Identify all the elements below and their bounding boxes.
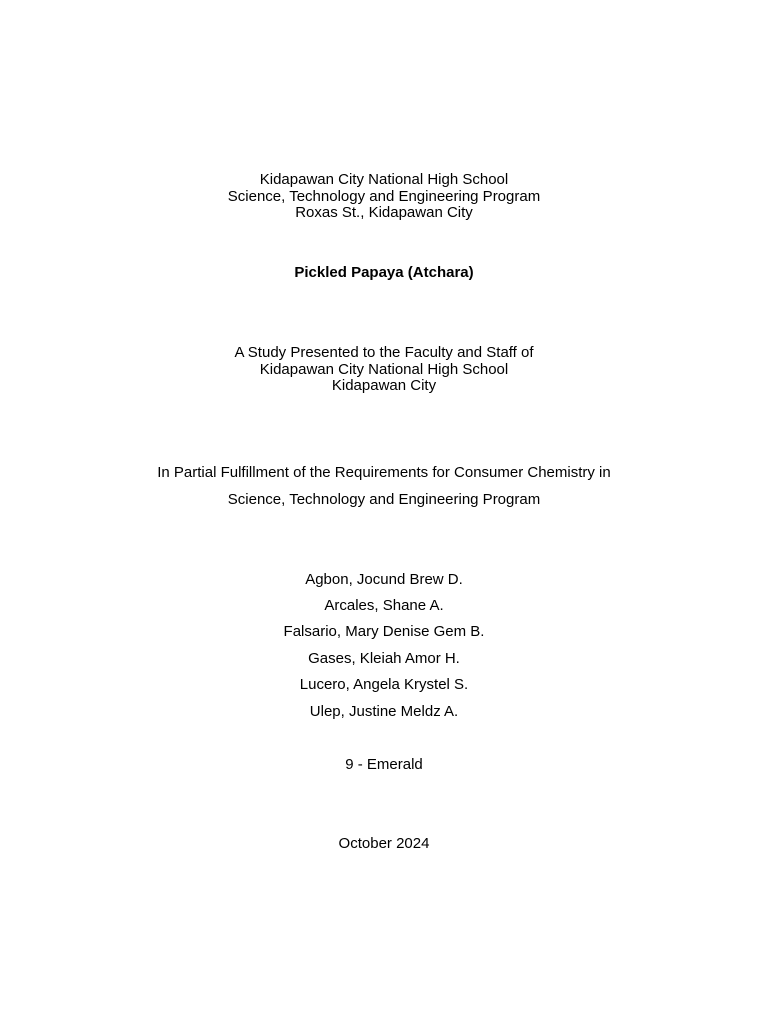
program-name: Science, Technology and Engineering Program — [227, 188, 541, 205]
author-name: Arcales, Shane A. — [324, 597, 444, 614]
school-name: Kidapawan City National High School — [259, 171, 509, 188]
document-date: October 2024 — [338, 835, 430, 852]
fulfillment-line-2: Science, Technology and Engineering Program — [227, 491, 541, 508]
author-name: Ulep, Justine Meldz A. — [309, 703, 459, 720]
section-name: 9 - Emerald — [345, 756, 423, 773]
presentation-line-1: A Study Presented to the Faculty and Staff of — [234, 344, 534, 361]
author-name: Gases, Kleiah Amor H. — [308, 650, 460, 667]
fulfillment-line-1: In Partial Fulfillment of the Requirements for Consumer Chemistry in — [157, 464, 611, 481]
author-name: Lucero, Angela Krystel S. — [299, 676, 469, 693]
presentation-line-2: Kidapawan City National High School — [259, 361, 509, 378]
author-name: Agbon, Jocund Brew D. — [305, 571, 463, 588]
author-name: Falsario, Mary Denise Gem B. — [283, 623, 485, 640]
presentation-line-3: Kidapawan City — [331, 377, 437, 394]
document-title: Pickled Papaya (Atchara) — [294, 264, 474, 281]
school-address: Roxas St., Kidapawan City — [295, 204, 473, 221]
